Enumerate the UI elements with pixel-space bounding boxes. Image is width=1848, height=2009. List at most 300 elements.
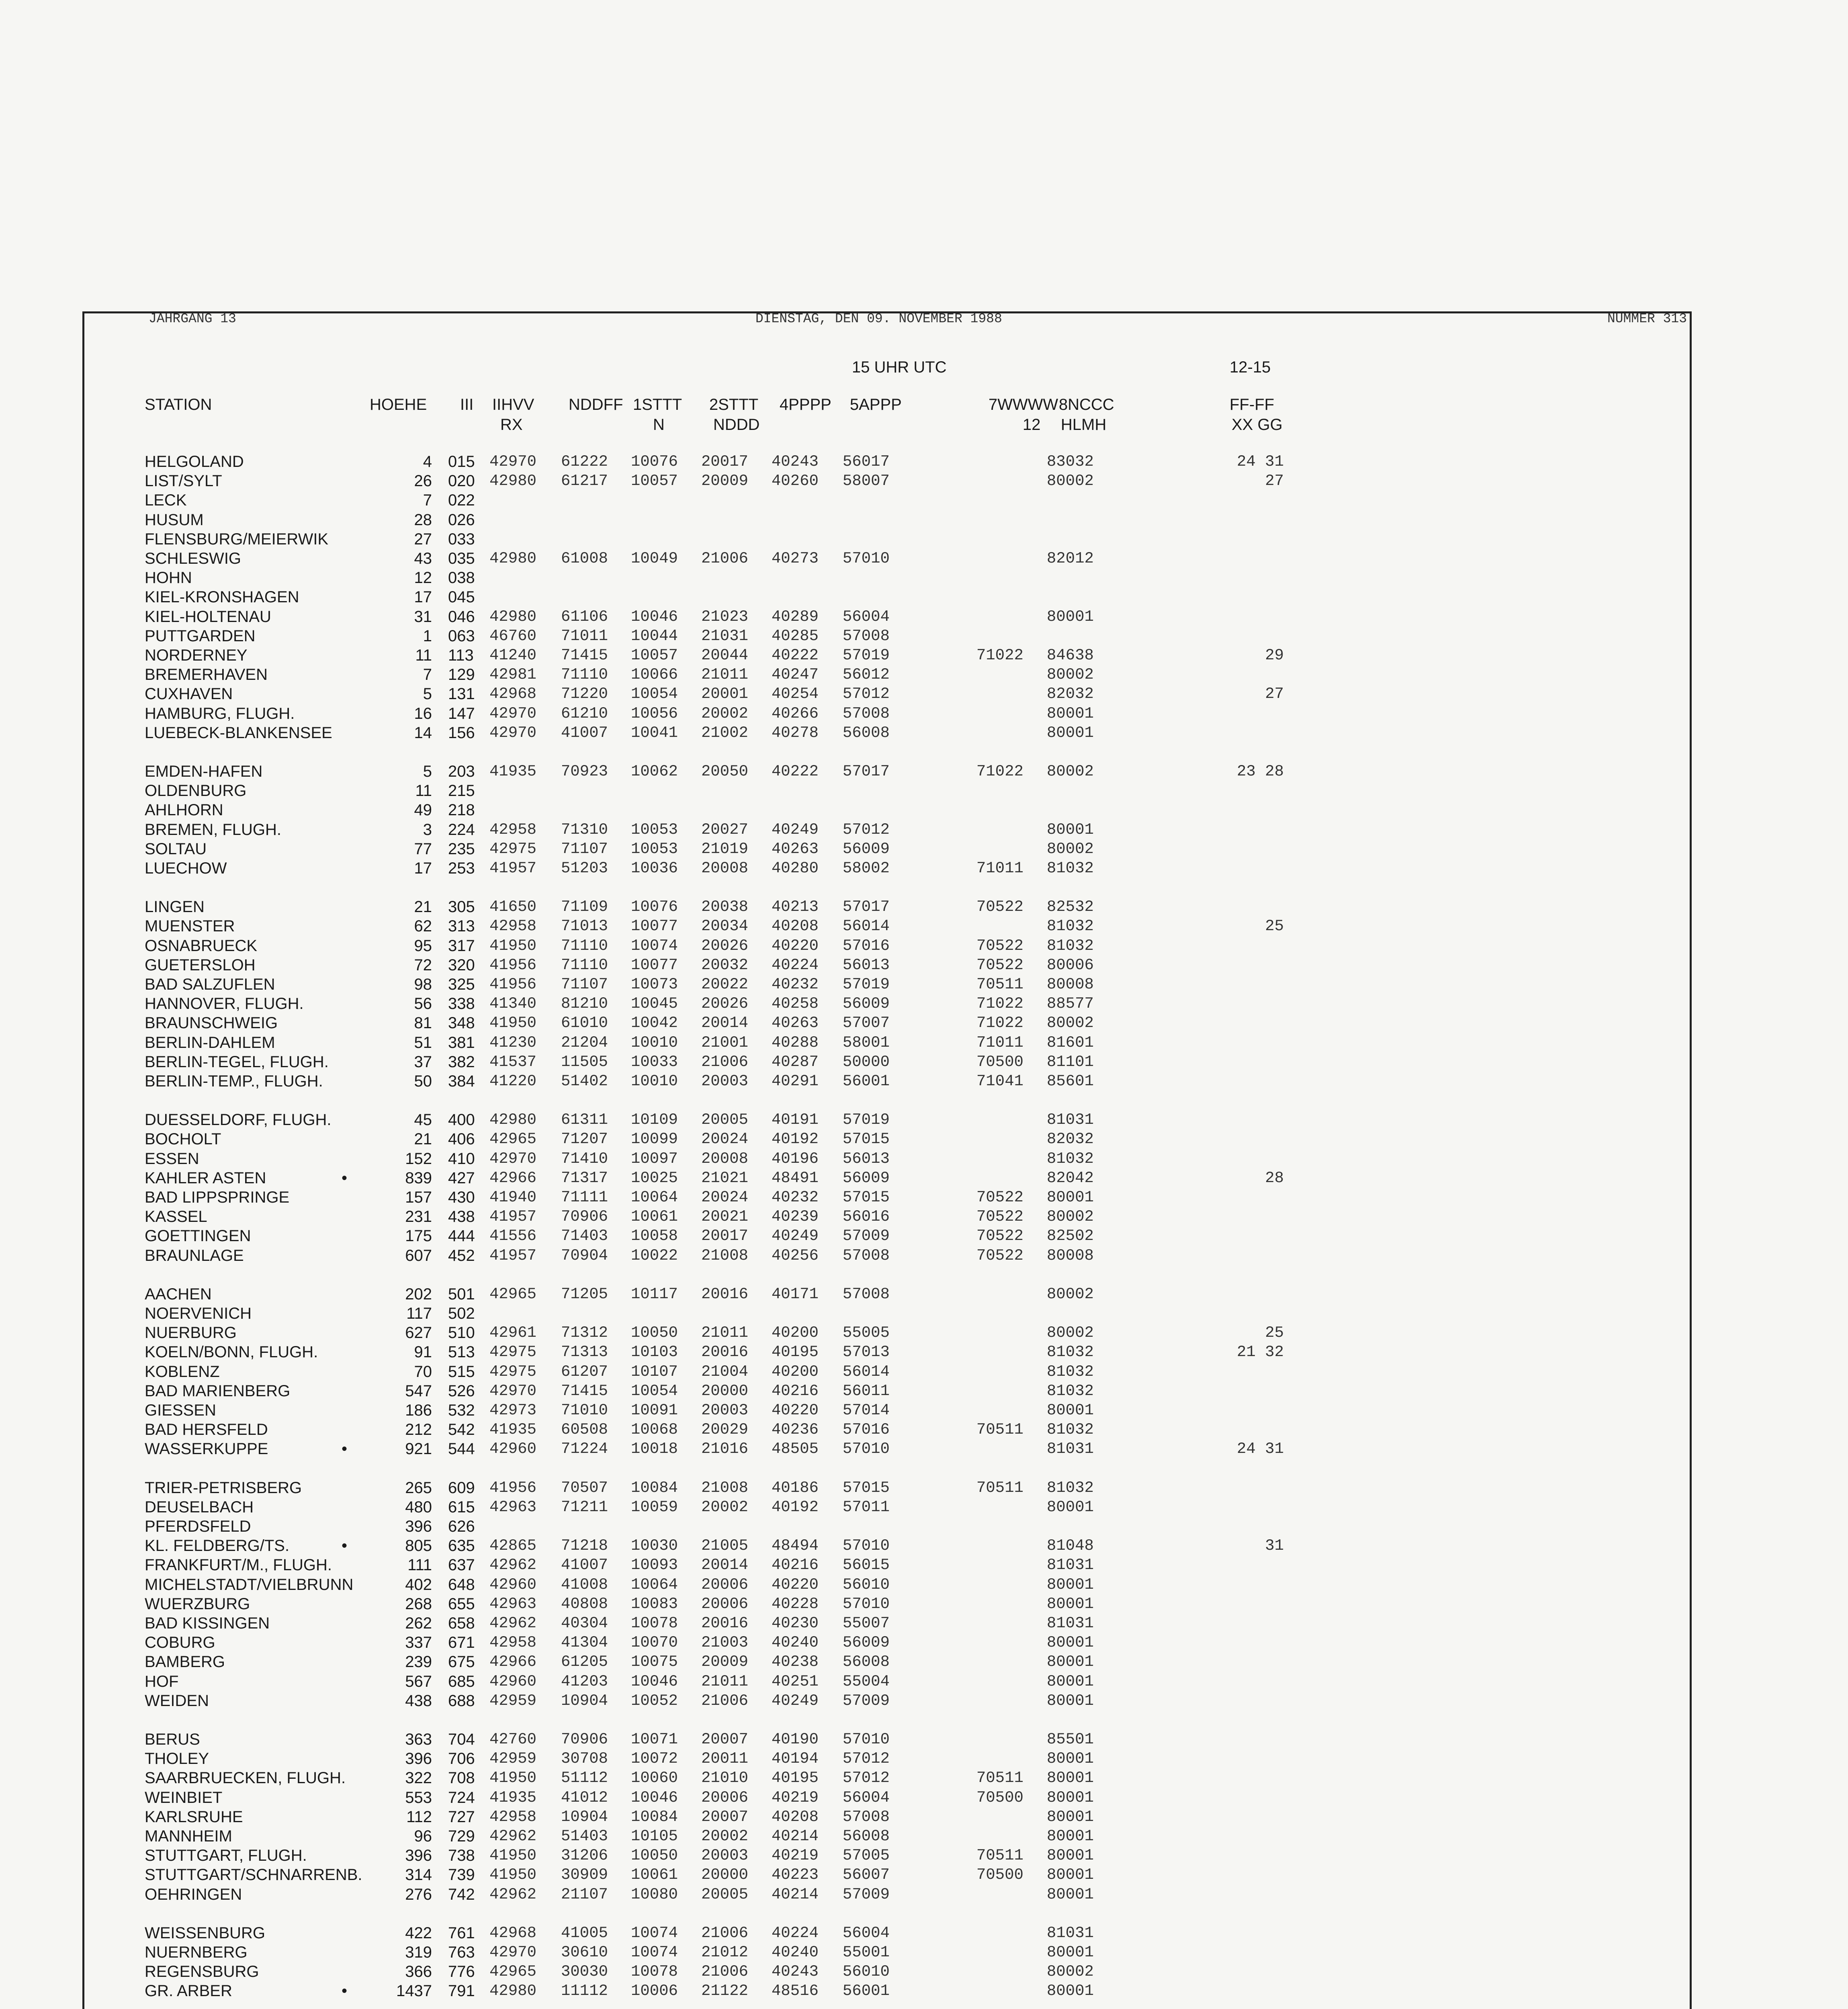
station-name: FLENSBURG/MEIERWIK [145,530,329,548]
group-sttt2: 20006 [701,1595,749,1613]
station-index: 224 [448,820,475,839]
group-nddff: 70507 [561,1479,608,1497]
group-irix: 42958 [489,1808,537,1826]
group-nccc: 80001 [1047,1982,1094,2000]
table-row [0,491,1848,510]
station-altitude: 337 [405,1634,432,1652]
group-nddff: 31206 [561,1847,608,1865]
table-row [0,549,1848,568]
group-appp: 56008 [843,724,890,742]
col-wwww-sub: 12 [1023,416,1041,434]
group-irix: 42980 [489,550,537,567]
group-appp: 57009 [843,1692,890,1710]
group-nddff: 40808 [561,1595,608,1613]
group-irix: 42760 [489,1731,537,1748]
group-sttt2: 21006 [701,1963,749,1981]
group-appp: 57016 [843,1421,890,1439]
group-nccc: 81031 [1047,1111,1094,1129]
group-nddff: 41304 [561,1634,608,1652]
station-altitude: 91 [414,1343,432,1361]
station-index: 776 [448,1963,475,1981]
group-pppp: 40213 [772,898,819,916]
group-sttt1: 10061 [631,1866,678,1884]
station-altitude: 11 [415,646,432,664]
table-row [0,859,1848,878]
group-sttt1: 10041 [631,724,678,742]
station-index: 526 [448,1382,475,1400]
group-appp: 57008 [843,627,890,645]
group-sttt1: 10097 [631,1150,678,1168]
group-sttt2: 20016 [701,1285,749,1303]
station-name: BAD MARIENBERG [145,1382,291,1400]
station-index: 325 [448,976,475,993]
group-appp: 57014 [843,1401,890,1419]
group-wwww: 71011 [976,1033,1024,1052]
group-sttt2: 20007 [701,1808,749,1826]
group-nddff: 71415 [561,646,608,664]
group-appp: 57012 [843,685,890,703]
group-ff: 25 [1265,917,1284,935]
group-irix: 42975 [489,1343,537,1361]
group-sttt2: 21003 [701,1634,749,1652]
group-sttt2: 20000 [701,1382,749,1400]
group-appp: 57010 [843,1440,890,1458]
station-altitude: 175 [405,1227,432,1245]
group-pppp: 40194 [772,1750,819,1768]
group-sttt1: 10054 [631,1382,678,1400]
group-appp: 57016 [843,937,890,955]
station-name: SCHLESWIG [145,550,241,567]
group-nccc: 80001 [1047,1401,1094,1419]
group-appp: 57015 [843,1189,890,1206]
group-irix: 42960 [489,1440,537,1458]
station-name: BRAUNLAGE [145,1246,244,1264]
table-row [0,704,1848,723]
group-wwww: 70500 [976,1788,1024,1806]
group-nccc: 80001 [1047,1672,1094,1690]
station-index: 063 [448,627,475,645]
group-sttt1: 10042 [631,1014,678,1032]
group-sttt1: 10045 [631,995,678,1013]
table-row [0,1342,1848,1362]
group-irix: 42970 [489,724,537,742]
station-name: BERLIN-DAHLEM [145,1033,275,1052]
table-row [0,1536,1848,1555]
station-altitude: 627 [405,1324,432,1342]
col-iii: III [460,396,474,413]
group-irix: 42968 [489,1924,537,1942]
table-row [0,1827,1848,1846]
group-sttt1: 10053 [631,820,678,839]
group-sttt2: 21011 [701,666,749,684]
group-sttt1: 10072 [631,1750,678,1768]
group-nccc: 80002 [1047,840,1094,858]
station-index: 046 [448,608,475,626]
group-pppp: 40285 [772,627,819,645]
group-nccc: 80001 [1047,724,1094,742]
group-appp: 57017 [843,763,890,780]
group-sttt1: 10057 [631,646,678,664]
table-row [0,917,1848,936]
group-appp: 56004 [843,608,890,626]
group-nccc: 80002 [1047,1963,1094,1981]
group-pppp: 40249 [772,1227,819,1245]
group-sttt1: 10046 [631,1672,678,1690]
period-label: 12-15 [1230,358,1271,376]
group-sttt1: 10054 [631,685,678,703]
station-index: 410 [448,1150,475,1168]
group-nccc: 81101 [1047,1053,1094,1071]
table-row [0,1323,1848,1342]
group-nccc: 82042 [1047,1169,1094,1187]
station-altitude: 37 [414,1053,432,1071]
group-nddff: 71107 [561,976,608,993]
station-altitude: 112 [406,1808,432,1826]
group-irix: 41956 [489,976,537,993]
group-wwww: 70511 [976,1769,1024,1787]
table-row [0,1168,1848,1188]
station-index: 626 [448,1518,475,1535]
group-appp: 56007 [843,1866,890,1884]
group-appp: 56015 [843,1556,890,1574]
station-index: 510 [448,1324,475,1342]
group-sttt2: 20005 [701,1885,749,1903]
group-appp: 56008 [843,1653,890,1671]
group-nddff: 71313 [561,1343,608,1361]
group-nddff: 71312 [561,1324,608,1342]
group-sttt2: 20017 [701,453,749,471]
station-name: BERLIN-TEGEL, FLUGH. [145,1053,329,1071]
group-wwww: 70500 [976,1866,1024,1884]
station-altitude: 322 [405,1769,432,1787]
group-sttt1: 10109 [631,1111,678,1129]
group-irix: 42980 [489,1982,537,2000]
group-nccc: 81032 [1047,1382,1094,1400]
group-sttt2: 20014 [701,1556,749,1574]
group-irix: 42966 [489,1169,537,1187]
station-index: 305 [448,898,475,916]
station-altitude: 268 [405,1595,432,1613]
group-appp: 56001 [843,1982,890,2000]
station-index: 763 [448,1944,475,1961]
group-pppp: 40254 [772,685,819,703]
group-sttt2: 21006 [701,550,749,567]
mountain-marker: • [342,1169,348,1187]
group-sttt1: 10006 [631,1982,678,2000]
group-appp: 56010 [843,1963,890,1981]
group-appp: 58001 [843,1033,890,1052]
group-appp: 56009 [843,995,890,1013]
group-sttt2: 21005 [701,1537,749,1555]
group-nccc: 80008 [1047,1246,1094,1264]
station-name: PFERDSFELD [145,1518,251,1535]
group-pppp: 40216 [772,1382,819,1400]
table-row [0,1594,1848,1614]
group-sttt1: 10105 [631,1827,678,1845]
group-nddff: 71110 [561,937,608,955]
group-irix: 42965 [489,1285,537,1303]
group-wwww: 70511 [976,1847,1024,1865]
table-row [0,1768,1848,1788]
group-nddff: 71415 [561,1382,608,1400]
station-name: WEISSENBURG [145,1924,266,1942]
table-row [0,1013,1848,1033]
group-sttt1: 10073 [631,976,678,993]
station-index: 729 [448,1827,475,1845]
table-row [0,1962,1848,1981]
group-appp: 57007 [843,1014,890,1032]
station-index: 637 [448,1556,475,1574]
station-name: HELGOLAND [145,453,244,471]
group-sttt1: 10018 [631,1440,678,1458]
station-index: 026 [448,511,475,529]
table-row [0,1072,1848,1091]
group-wwww: 70522 [976,1227,1024,1245]
mountain-marker: • [342,1440,348,1458]
table-row [0,820,1848,839]
station-index: 427 [448,1169,475,1187]
group-appp: 50000 [843,1053,890,1071]
station-index: 761 [448,1924,475,1942]
station-name: KL. FELDBERG/TS. [145,1537,290,1555]
group-nddff: 70906 [561,1208,608,1226]
group-nccc: 81032 [1047,937,1094,955]
group-appp: 57005 [843,1847,890,1865]
group-nddff: 41005 [561,1924,608,1942]
group-sttt1: 10057 [631,472,678,490]
station-index: 430 [448,1189,475,1206]
table-row [0,1052,1848,1072]
group-appp: 55001 [843,1944,890,1961]
table-row [0,800,1848,820]
group-pppp: 40263 [772,840,819,858]
group-nddff: 61207 [561,1363,608,1381]
group-pppp: 40232 [772,976,819,993]
station-name: WEIDEN [145,1692,209,1710]
group-pppp: 48516 [772,1982,819,2000]
station-name: KOBLENZ [145,1363,220,1381]
group-sttt2: 20024 [701,1189,749,1206]
station-name: TRIER-PETRISBERG [145,1479,302,1497]
group-wwww: 71022 [976,995,1024,1013]
group-pppp: 40195 [772,1343,819,1361]
station-index: 131 [448,685,475,703]
station-index: 203 [448,763,475,780]
group-nccc: 80001 [1047,820,1094,839]
station-name: OEHRINGEN [145,1885,242,1903]
group-sttt1: 10091 [631,1401,678,1419]
station-altitude: 202 [405,1285,432,1303]
station-index: 609 [448,1479,475,1497]
group-irix: 42970 [489,1944,537,1961]
station-altitude: 81 [414,1014,432,1032]
group-sttt2: 20011 [701,1750,749,1768]
col-ff-sub: XX GG [1232,416,1283,434]
station-index: 438 [448,1208,475,1226]
station-altitude: 62 [414,917,432,935]
col-wwww: 7WWWW [988,396,1058,413]
station-altitude: 186 [405,1401,432,1419]
station-name: NUERNBERG [145,1944,248,1961]
group-nccc: 80001 [1047,1634,1094,1652]
group-appp: 58007 [843,472,890,490]
station-name: LUECHOW [145,859,227,877]
group-sttt2: 20008 [701,1150,749,1168]
group-sttt2: 20003 [701,1401,749,1419]
station-index: 685 [448,1672,475,1690]
station-altitude: 212 [405,1421,432,1439]
group-wwww: 71022 [976,646,1024,664]
station-index: 033 [448,530,475,548]
group-irix: 42962 [489,1614,537,1632]
group-nddff: 71205 [561,1285,608,1303]
group-ff: 25 [1265,1324,1284,1342]
group-sttt2: 21011 [701,1672,749,1690]
group-wwww: 71011 [976,859,1024,877]
station-altitude: 1 [423,627,432,645]
group-ff: 31 [1265,1537,1284,1555]
col-sttt1: 1STTT [633,396,682,413]
group-nccc: 81032 [1047,859,1094,877]
group-irix: 41240 [489,646,537,664]
group-pppp: 40219 [772,1788,819,1806]
station-name: WEINBIET [145,1788,223,1806]
group-nccc: 82532 [1047,898,1094,916]
table-row [0,1304,1848,1323]
group-appp: 57008 [843,1808,890,1826]
group-sttt1: 10046 [631,1788,678,1806]
group-nccc: 80001 [1047,1788,1094,1806]
group-sttt1: 10066 [631,666,678,684]
group-pppp: 40222 [772,763,819,780]
group-sttt1: 10083 [631,1595,678,1613]
station-altitude: 567 [405,1672,432,1690]
station-index: 671 [448,1634,475,1652]
station-name: SAARBRUECKEN, FLUGH. [145,1769,346,1787]
station-index: 655 [448,1595,475,1613]
group-irix: 42975 [489,1363,537,1381]
station-index: 156 [448,724,475,742]
group-pppp: 48494 [772,1537,819,1555]
group-nddff: 61210 [561,704,608,722]
station-altitude: 117 [406,1305,432,1322]
group-nccc: 80001 [1047,1189,1094,1206]
group-pppp: 40263 [772,1014,819,1032]
station-index: 035 [448,550,475,567]
station-name: BREMERHAVEN [145,666,268,684]
group-sttt2: 20006 [701,1575,749,1594]
group-sttt1: 10070 [631,1634,678,1652]
group-pppp: 40249 [772,1692,819,1710]
group-pppp: 40191 [772,1111,819,1129]
group-pppp: 40232 [772,1189,819,1206]
group-appp: 56009 [843,1169,890,1187]
group-pppp: 40192 [772,1498,819,1516]
group-irix: 41950 [489,1769,537,1787]
group-nccc: 80001 [1047,704,1094,722]
station-index: 020 [448,472,475,490]
group-sttt1: 10030 [631,1537,678,1555]
group-appp: 55005 [843,1324,890,1342]
group-pppp: 40240 [772,1634,819,1652]
group-nddff: 71010 [561,1401,608,1419]
station-altitude: 3 [423,820,432,839]
group-nccc: 81032 [1047,1363,1094,1381]
group-irix: 41340 [489,995,537,1013]
station-index: 129 [448,666,475,684]
group-wwww: 71041 [976,1072,1024,1090]
table-row [0,1691,1848,1710]
group-nccc: 81048 [1047,1537,1094,1555]
group-appp: 57017 [843,898,890,916]
group-sttt1: 10078 [631,1963,678,1981]
station-altitude: 363 [405,1731,432,1748]
group-irix: 42973 [489,1401,537,1419]
station-index: 406 [448,1130,475,1148]
group-sttt1: 10050 [631,1847,678,1865]
group-pppp: 40239 [772,1208,819,1226]
table-row [0,1226,1848,1246]
station-name: KASSEL [145,1208,207,1226]
group-appp: 57012 [843,820,890,839]
group-sttt2: 20026 [701,995,749,1013]
station-index: 542 [448,1421,475,1439]
group-nddff: 71013 [561,917,608,935]
group-sttt1: 10076 [631,898,678,916]
group-pppp: 40214 [772,1827,819,1845]
group-pppp: 40249 [772,820,819,839]
group-nccc: 81032 [1047,917,1094,935]
station-altitude: 21 [414,1130,432,1148]
station-index: 382 [448,1053,475,1071]
group-appp: 57010 [843,1537,890,1555]
group-pppp: 40190 [772,1731,819,1748]
station-name: HOHN [145,569,192,587]
station-altitude: 49 [414,801,432,819]
group-nccc: 80002 [1047,1285,1094,1303]
table-row [0,568,1848,587]
group-nddff: 60508 [561,1421,608,1439]
station-altitude: 396 [405,1847,432,1865]
station-name: OSNABRUECK [145,937,258,955]
group-appp: 57009 [843,1227,890,1245]
group-irix: 41950 [489,937,537,955]
group-ff: 27 [1265,685,1284,703]
group-sttt1: 10107 [631,1363,678,1381]
station-altitude: 7 [423,491,432,509]
station-altitude: 438 [405,1692,432,1710]
station-altitude: 28 [414,511,432,529]
group-nddff: 61008 [561,550,608,567]
station-name: OLDENBURG [145,782,247,800]
group-nddff: 70906 [561,1731,608,1748]
group-sttt1: 10093 [631,1556,678,1574]
group-ff: 23 28 [1236,763,1284,780]
group-sttt2: 21008 [701,1246,749,1264]
station-index: 452 [448,1246,475,1264]
group-sttt1: 10049 [631,550,678,567]
group-nccc: 81031 [1047,1556,1094,1574]
table-row [0,1749,1848,1768]
group-nddff: 81210 [561,995,608,1013]
group-sttt2: 21021 [701,1169,749,1187]
station-name: GUETERSLOH [145,956,256,974]
station-name: NOERVENICH [145,1305,252,1322]
station-index: 218 [448,801,475,819]
group-irix: 42980 [489,608,537,626]
station-index: 532 [448,1401,475,1419]
table-row [0,994,1848,1013]
